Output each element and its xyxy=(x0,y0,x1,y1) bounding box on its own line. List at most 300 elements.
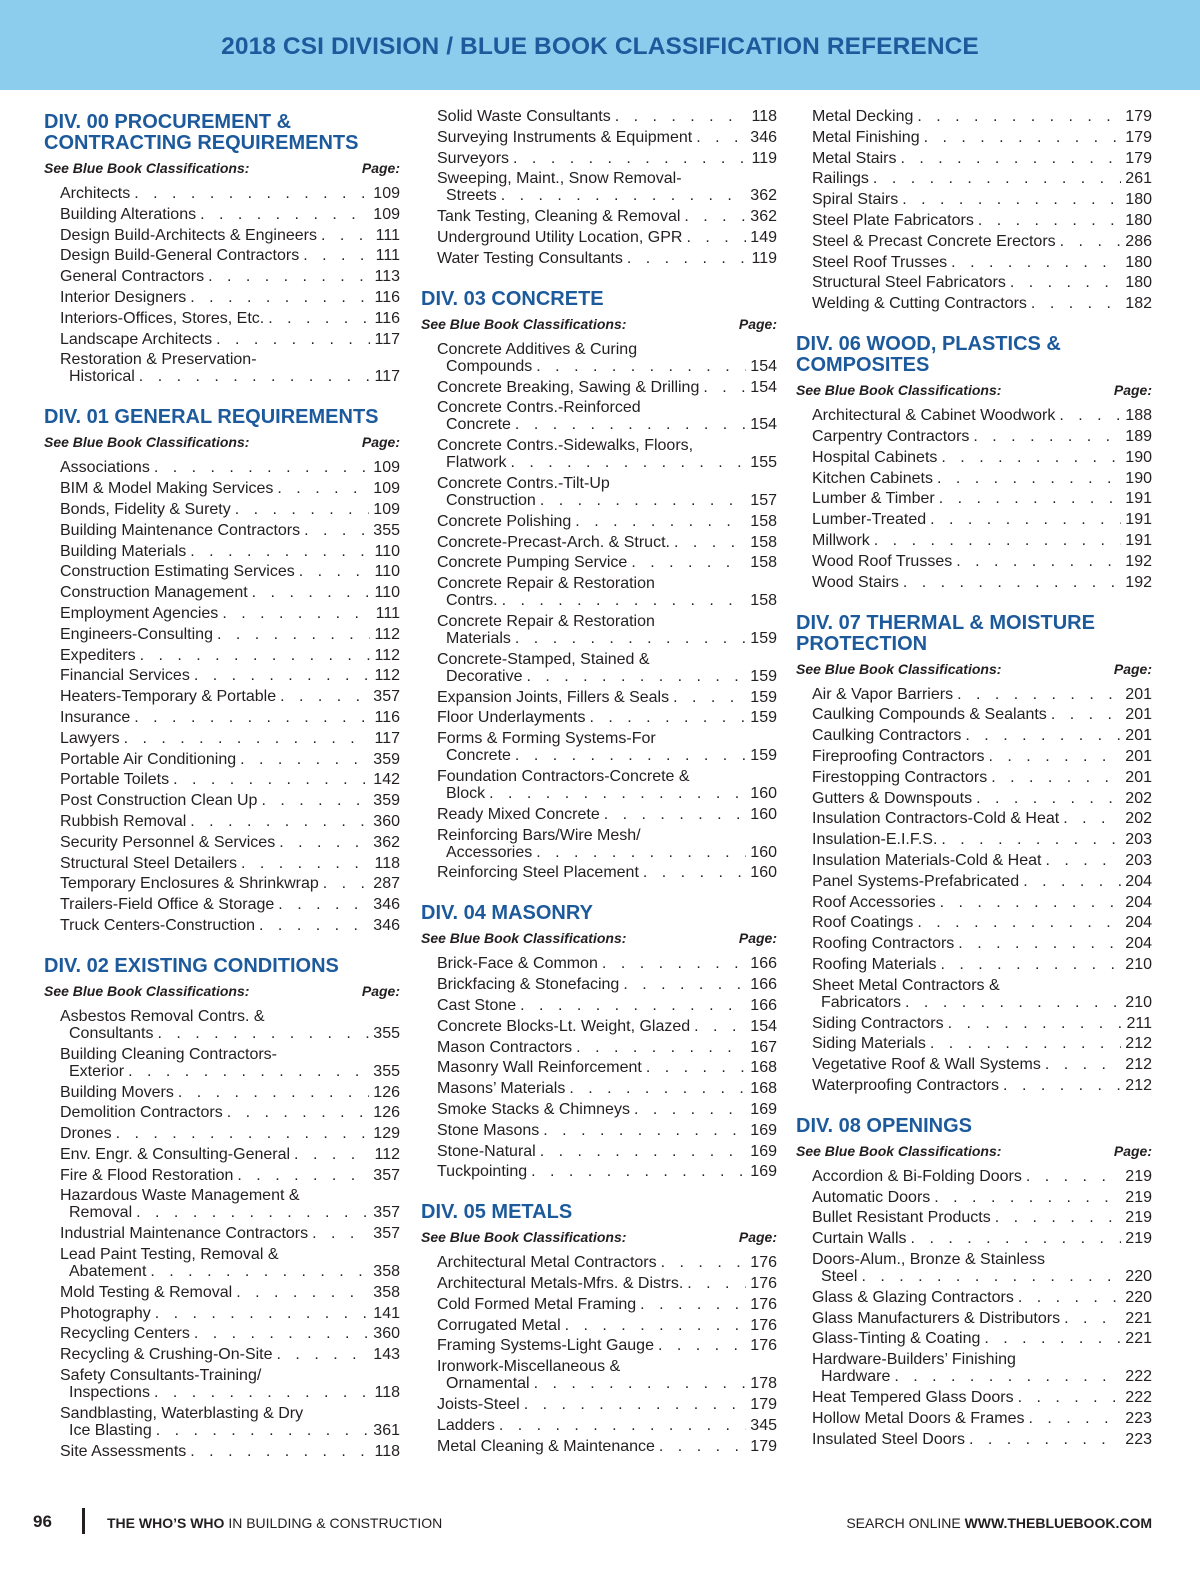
dot-leader xyxy=(965,727,1121,744)
dot-leader xyxy=(190,813,369,830)
entry-name: Concrete Blocks-Lt. Weight, Glazed xyxy=(437,1017,691,1035)
dot-leader xyxy=(526,668,746,685)
dot-leader xyxy=(216,331,370,348)
entry-name: Sandblasting, Waterblasting & Dry xyxy=(60,1404,304,1422)
entry-name: Reinforcing Bars/Wire Mesh/ xyxy=(437,826,641,844)
entry-name: Ladders xyxy=(437,1416,495,1434)
dot-leader xyxy=(154,459,369,476)
dot-leader xyxy=(136,1204,369,1221)
entry-name: Hazardous Waste Management & xyxy=(60,1187,300,1205)
classification-entry xyxy=(796,150,1152,167)
dot-leader xyxy=(1031,295,1121,312)
dot-leader xyxy=(615,108,748,125)
entry-page-number: 201 xyxy=(1125,685,1152,703)
classification-subhead xyxy=(421,1229,777,1246)
entry-name: Gutters & Downspouts xyxy=(812,789,973,807)
entry-page-number: 203 xyxy=(1125,831,1152,849)
dot-leader xyxy=(1018,1289,1121,1306)
classification-entry xyxy=(421,1143,777,1160)
classification-entry xyxy=(796,748,1152,765)
entry-page-number: 361 xyxy=(373,1421,400,1439)
dot-leader xyxy=(140,647,371,664)
subhead-page-label: Page: xyxy=(1113,382,1152,399)
dot-leader xyxy=(634,1101,746,1118)
dot-leader xyxy=(674,534,746,551)
classification-entry xyxy=(796,1351,1152,1385)
entry-name: Architectural & Cabinet Woodwork xyxy=(812,407,1056,425)
entry-name: Concrete Breaking, Sawing & Drilling xyxy=(437,378,700,396)
entry-name: Photography xyxy=(60,1304,151,1322)
dot-leader xyxy=(976,790,1121,807)
classification-entry xyxy=(44,227,400,244)
dot-leader xyxy=(128,1063,369,1080)
entry-name: Cold Formed Metal Framing xyxy=(437,1295,637,1313)
subhead-label: See Blue Book Classifications: xyxy=(44,982,250,999)
dot-leader xyxy=(294,1146,370,1163)
entry-page-number: 360 xyxy=(373,1325,400,1343)
dot-leader xyxy=(235,501,370,518)
dot-leader xyxy=(321,227,372,244)
entry-name: Bullet Resistant Products xyxy=(812,1209,991,1227)
entry-name-continued: Historical xyxy=(69,368,135,386)
entry-page-number: 112 xyxy=(374,625,400,643)
entry-name: Cast Stone xyxy=(437,996,517,1014)
classification-entry xyxy=(44,709,400,726)
entry-page-number: 286 xyxy=(1125,232,1152,250)
subhead-label: See Blue Book Classifications: xyxy=(421,930,627,947)
dot-leader xyxy=(150,1263,369,1280)
entry-page-number: 109 xyxy=(373,500,400,518)
dot-leader xyxy=(631,554,746,571)
classification-entry xyxy=(796,1251,1152,1285)
entry-name: Truck Centers-Construction xyxy=(60,916,256,934)
entry-name: Roofing Contractors xyxy=(812,935,955,953)
entry-name-continued: Flatwork xyxy=(446,454,507,472)
column-3 xyxy=(796,108,1152,1470)
subhead-page-label: Page: xyxy=(361,982,400,999)
entry-name: Accordion & Bi-Folding Doors xyxy=(812,1167,1022,1185)
classification-entry xyxy=(796,470,1152,487)
dot-leader xyxy=(1063,810,1121,827)
entry-page-number: 191 xyxy=(1125,531,1152,549)
entry-page-number: 346 xyxy=(373,896,400,914)
dot-leader xyxy=(900,150,1121,167)
entry-page-number: 180 xyxy=(1125,274,1152,292)
entry-page-number: 166 xyxy=(750,955,777,973)
entry-page-number: 109 xyxy=(373,205,400,223)
classification-entry xyxy=(44,289,400,306)
entry-name: Glass-Tinting & Coating xyxy=(812,1330,981,1348)
entry-page-number: 201 xyxy=(1125,706,1152,724)
entry-name: Forms & Forming Systems-For xyxy=(437,730,656,748)
dot-leader xyxy=(984,1330,1121,1347)
classification-entry xyxy=(421,513,777,530)
entry-name: Mason Contractors xyxy=(437,1038,573,1056)
classification-entry xyxy=(44,185,400,202)
entry-page-number: 190 xyxy=(1125,469,1152,487)
dot-leader xyxy=(208,268,370,285)
classification-entry xyxy=(44,1187,400,1221)
dot-leader xyxy=(536,358,746,375)
entry-name: Concrete Contrs.-Sidewalks, Floors, xyxy=(437,437,694,455)
entry-name: Metal Cleaning & Maintenance xyxy=(437,1437,655,1455)
entry-page-number: 169 xyxy=(750,1100,777,1118)
entry-page-number: 219 xyxy=(1125,1188,1152,1206)
classification-entry xyxy=(421,976,777,993)
classification-entry xyxy=(796,1168,1152,1185)
entry-name: Ironwork-Miscellaneous & xyxy=(437,1358,621,1376)
classification-entry xyxy=(796,686,1152,703)
entry-page-number: 261 xyxy=(1125,170,1152,188)
entry-name: Concrete-Stamped, Stained & xyxy=(437,650,650,668)
dot-leader xyxy=(278,896,369,913)
classification-entry xyxy=(44,667,400,684)
entry-page-number: 176 xyxy=(750,1295,777,1313)
entry-page-number: 201 xyxy=(1125,768,1152,786)
entry-name: Glass & Glazing Contractors xyxy=(812,1288,1014,1306)
entry-name: BIM & Model Making Services xyxy=(60,480,274,498)
classification-entry xyxy=(796,727,1152,744)
entry-name: Brickfacing & Stonefacing xyxy=(437,976,620,994)
entry-name: Stone-Natural xyxy=(437,1142,536,1160)
classification-entry xyxy=(44,730,400,747)
entry-page-number: 182 xyxy=(1125,295,1152,313)
entry-name: Siding Materials xyxy=(812,1035,926,1053)
dot-leader xyxy=(623,976,746,993)
dot-leader xyxy=(957,686,1121,703)
entry-name: Kitchen Cabinets xyxy=(812,469,933,487)
dot-leader xyxy=(1003,1077,1121,1094)
dot-leader xyxy=(158,1025,370,1042)
page-title: 2018 CSI DIVISION / BLUE BOOK CLASSIFICATION REFERENCE xyxy=(221,33,979,60)
entry-page-number: 168 xyxy=(750,1080,777,1098)
entry-page-number: 158 xyxy=(750,512,777,530)
dot-leader xyxy=(905,994,1121,1011)
entry-page-number: 176 xyxy=(750,1316,777,1334)
dot-leader xyxy=(673,689,746,706)
classification-entry xyxy=(44,1225,400,1242)
entry-page-number: 179 xyxy=(1125,108,1152,125)
dot-leader xyxy=(684,208,746,225)
entry-page-number: 219 xyxy=(1125,1209,1152,1227)
entry-page-number: 191 xyxy=(1125,511,1152,529)
dot-leader xyxy=(575,513,746,530)
entry-name-continued: Abatement xyxy=(69,1263,147,1281)
entry-name: Tuckpointing xyxy=(437,1163,528,1181)
dot-leader xyxy=(303,247,371,264)
entry-page-number: 154 xyxy=(750,357,777,375)
entry-page-number: 112 xyxy=(374,667,400,685)
entry-page-number: 143 xyxy=(373,1346,400,1364)
classification-entry xyxy=(44,1008,400,1042)
entry-page-number: 192 xyxy=(1125,552,1152,570)
dot-leader xyxy=(499,1417,746,1434)
entry-name: Lawyers xyxy=(60,729,120,747)
entry-page-number: 126 xyxy=(373,1083,400,1101)
classification-entry xyxy=(796,831,1152,848)
entry-name: Caulking Compounds & Sealants xyxy=(812,706,1047,724)
dot-leader xyxy=(312,1225,369,1242)
entry-name: Financial Services xyxy=(60,667,190,685)
entry-name: Structural Steel Detailers xyxy=(60,854,237,872)
entry-name: Hardware-Builders’ Finishing xyxy=(812,1351,1016,1369)
entry-name: Welding & Cutting Contractors xyxy=(812,295,1027,313)
column-2 xyxy=(421,108,777,1477)
division-title: DIV. 03 CONCRETE xyxy=(421,287,604,310)
dot-leader xyxy=(1045,1056,1121,1073)
classification-entry xyxy=(796,1035,1152,1052)
entry-name: Architectural Metals-Mfrs. & Distrs. xyxy=(437,1275,684,1293)
classification-entry xyxy=(796,108,1152,125)
footer-search-label: SEARCH ONLINE xyxy=(846,1515,965,1531)
entry-page-number: 190 xyxy=(1125,448,1152,466)
dot-leader xyxy=(513,150,747,167)
entry-page-number: 110 xyxy=(374,563,400,581)
dot-leader xyxy=(515,416,746,433)
classification-subhead xyxy=(796,661,1152,678)
entry-page-number: 355 xyxy=(373,1024,400,1042)
dot-leader xyxy=(694,1018,746,1035)
dot-leader xyxy=(911,1230,1122,1247)
entry-name: Restoration & Preservation- xyxy=(60,351,257,369)
entry-page-number: 129 xyxy=(373,1125,400,1143)
dot-leader xyxy=(590,709,747,726)
dot-leader xyxy=(540,492,746,509)
entry-name: Portable Air Conditioning xyxy=(60,750,237,768)
dot-leader xyxy=(1051,706,1121,723)
dot-leader xyxy=(139,368,371,385)
entry-name: Insulation-E.I.F.S. xyxy=(812,831,938,849)
entry-page-number: 141 xyxy=(373,1304,400,1322)
classification-entry xyxy=(796,873,1152,890)
dot-leader xyxy=(1018,1389,1122,1406)
classification-entry xyxy=(421,208,777,225)
classification-entry xyxy=(44,1405,400,1439)
classification-entry xyxy=(44,1305,400,1322)
entry-page-number: 116 xyxy=(374,288,400,306)
entry-page-number: 160 xyxy=(750,843,777,861)
classification-entry xyxy=(421,1417,777,1434)
entry-page-number: 118 xyxy=(374,1384,400,1402)
entry-page-number: 158 xyxy=(750,533,777,551)
footer-website-link[interactable]: WWW.THEBLUEBOOK.COM xyxy=(964,1515,1152,1531)
entry-name: Expansion Joints, Fillers & Seals xyxy=(437,688,670,706)
dot-leader xyxy=(643,864,746,881)
entry-name: Smoke Stacks & Chimneys xyxy=(437,1100,630,1118)
division-title: DIV. 04 MASONRY xyxy=(421,902,593,925)
dot-leader xyxy=(536,844,746,861)
dot-leader xyxy=(534,1375,747,1392)
entry-name: Masonry Wall Reinforcement xyxy=(437,1059,642,1077)
classification-entry xyxy=(796,191,1152,208)
entry-page-number: 159 xyxy=(750,629,777,647)
entry-page-number: 287 xyxy=(373,875,400,893)
classification-entry xyxy=(44,1443,400,1460)
entry-name: Stone Masons xyxy=(437,1121,540,1139)
classification-entry xyxy=(421,613,777,647)
entry-name-continued: Contrs. xyxy=(446,592,498,610)
entry-name: Spiral Stairs xyxy=(812,191,899,209)
entry-page-number: 176 xyxy=(750,1275,777,1293)
classification-entry xyxy=(44,206,400,223)
classification-entry xyxy=(44,268,400,285)
dot-leader xyxy=(1029,1410,1122,1427)
dot-leader xyxy=(686,229,746,246)
dot-leader xyxy=(155,1305,370,1322)
classification-entry xyxy=(44,1325,400,1342)
classification-entry xyxy=(421,806,777,823)
entry-name-continued: Hardware xyxy=(821,1368,891,1386)
entry-page-number: 166 xyxy=(750,976,777,994)
entry-name-continued: Inspections xyxy=(69,1384,150,1402)
entry-page-number: 362 xyxy=(750,187,777,205)
entry-name: Brick-Face & Common xyxy=(437,955,598,973)
entry-page-number: 188 xyxy=(1125,407,1152,425)
division-title: DIV. 01 GENERAL REQUIREMENTS xyxy=(44,406,379,429)
division-title: DIV. 00 PROCUREMENT & CONTRACTING REQUIREMENTS xyxy=(44,111,359,154)
classification-subhead xyxy=(44,983,400,1000)
classification-entry xyxy=(44,480,400,497)
dot-leader xyxy=(178,1084,369,1101)
entry-name: Post Construction Clean Up xyxy=(60,792,258,810)
classification-entry xyxy=(421,170,777,204)
entry-name: Foundation Contractors-Concrete & xyxy=(437,767,690,785)
classification-entry xyxy=(796,810,1152,827)
dot-leader xyxy=(252,584,371,601)
classification-entry xyxy=(421,1358,777,1392)
classification-entry xyxy=(421,827,777,861)
dot-leader xyxy=(116,1125,370,1142)
entry-page-number: 109 xyxy=(373,480,400,498)
entry-name: Temporary Enclosures & Shrinkwrap xyxy=(60,875,319,893)
classification-entry xyxy=(796,1077,1152,1094)
classification-entry xyxy=(796,1410,1152,1427)
classification-entry xyxy=(796,511,1152,528)
dot-leader xyxy=(1023,873,1121,890)
dot-leader xyxy=(687,1275,746,1292)
classification-entry xyxy=(796,1189,1152,1206)
classification-entry xyxy=(421,689,777,706)
entry-name-continued: Consultants xyxy=(69,1024,154,1042)
division-section xyxy=(44,956,400,1460)
entry-page-number: 178 xyxy=(750,1375,777,1393)
entry-page-number: 212 xyxy=(1125,1056,1152,1074)
dot-leader xyxy=(259,917,369,934)
entry-page-number: 176 xyxy=(750,1254,777,1272)
classification-entry xyxy=(796,977,1152,1011)
dot-leader xyxy=(941,831,1121,848)
entry-name: Lumber-Treated xyxy=(812,511,927,529)
division-section xyxy=(44,112,400,385)
dot-leader xyxy=(658,1337,746,1354)
dot-leader xyxy=(958,935,1121,952)
entry-name: Caulking Contractors xyxy=(812,727,962,745)
entry-name: Framing Systems-Light Gauge xyxy=(437,1337,654,1355)
entry-name: Insurance xyxy=(60,708,131,726)
entry-name: Millwork xyxy=(812,531,870,549)
entry-name-continued: Concrete xyxy=(446,416,511,434)
dot-leader xyxy=(154,1384,371,1401)
entry-name-continued: Materials xyxy=(446,629,511,647)
division-section xyxy=(796,613,1152,1094)
dot-leader xyxy=(924,129,1122,146)
classification-entry xyxy=(44,1104,400,1121)
subhead-label: See Blue Book Classifications: xyxy=(421,1229,627,1246)
entry-name-continued: Ornamental xyxy=(446,1375,530,1393)
dot-leader xyxy=(217,626,371,643)
entry-page-number: 212 xyxy=(1125,1035,1152,1053)
entry-name: Interiors-Offices, Stores, Etc. xyxy=(60,309,265,327)
classification-entry xyxy=(796,706,1152,723)
classification-entry xyxy=(796,1209,1152,1226)
dot-leader xyxy=(277,480,369,497)
classification-entry xyxy=(44,834,400,851)
entry-name: Concrete Additives & Curing xyxy=(437,340,638,358)
subhead-label: See Blue Book Classifications: xyxy=(796,382,1002,399)
entry-page-number: 111 xyxy=(375,247,400,265)
entry-name: Hospital Cabinets xyxy=(812,448,938,466)
dot-leader xyxy=(565,1317,747,1334)
subhead-label: See Blue Book Classifications: xyxy=(796,1142,1002,1159)
entry-page-number: 201 xyxy=(1125,747,1152,765)
dot-leader xyxy=(576,1039,746,1056)
entry-page-number: 223 xyxy=(1125,1430,1152,1448)
entry-name-continued: Ice Blasting xyxy=(69,1421,152,1439)
dot-leader xyxy=(540,1143,747,1160)
entry-name: Landscape Architects xyxy=(60,330,213,348)
entry-name: Building Movers xyxy=(60,1083,174,1101)
entry-page-number: 117 xyxy=(374,368,400,386)
entry-name: Building Alterations xyxy=(60,205,197,223)
dot-leader xyxy=(515,747,746,764)
dot-leader xyxy=(194,1325,369,1342)
dot-leader xyxy=(948,1015,1123,1032)
entry-name: Concrete Repair & Restoration xyxy=(437,575,655,593)
dot-leader xyxy=(124,730,371,747)
dot-leader xyxy=(277,1346,370,1363)
classification-entry xyxy=(44,563,400,580)
classification-entry xyxy=(44,543,400,560)
entry-name: Firestopping Contractors xyxy=(812,768,988,786)
entry-name: Roof Coatings xyxy=(812,914,914,932)
entry-name: Insulated Steel Doors xyxy=(812,1430,965,1448)
dot-leader xyxy=(917,108,1121,125)
entry-page-number: 222 xyxy=(1125,1389,1152,1407)
classification-entry xyxy=(421,534,777,551)
classification-entry xyxy=(421,1101,777,1118)
dot-leader xyxy=(280,688,369,705)
classification-entry xyxy=(44,331,400,348)
classification-entry xyxy=(796,129,1152,146)
entry-name: General Contractors xyxy=(60,268,205,286)
dot-leader xyxy=(515,630,746,647)
classification-entry xyxy=(796,553,1152,570)
entry-page-number: 154 xyxy=(750,416,777,434)
entry-page-number: 118 xyxy=(374,854,400,872)
entry-page-number: 160 xyxy=(750,805,777,823)
dot-leader xyxy=(902,191,1121,208)
entry-name-continued: Compounds xyxy=(446,357,533,375)
dot-leader xyxy=(279,834,369,851)
classification-entry xyxy=(796,407,1152,424)
entry-page-number: 222 xyxy=(1125,1368,1152,1386)
entry-page-number: 158 xyxy=(750,554,777,572)
entry-name: Metal Stairs xyxy=(812,149,897,167)
dot-leader xyxy=(173,771,369,788)
classification-entry xyxy=(44,647,400,664)
entry-page-number: 111 xyxy=(375,604,400,622)
classification-entry xyxy=(44,771,400,788)
